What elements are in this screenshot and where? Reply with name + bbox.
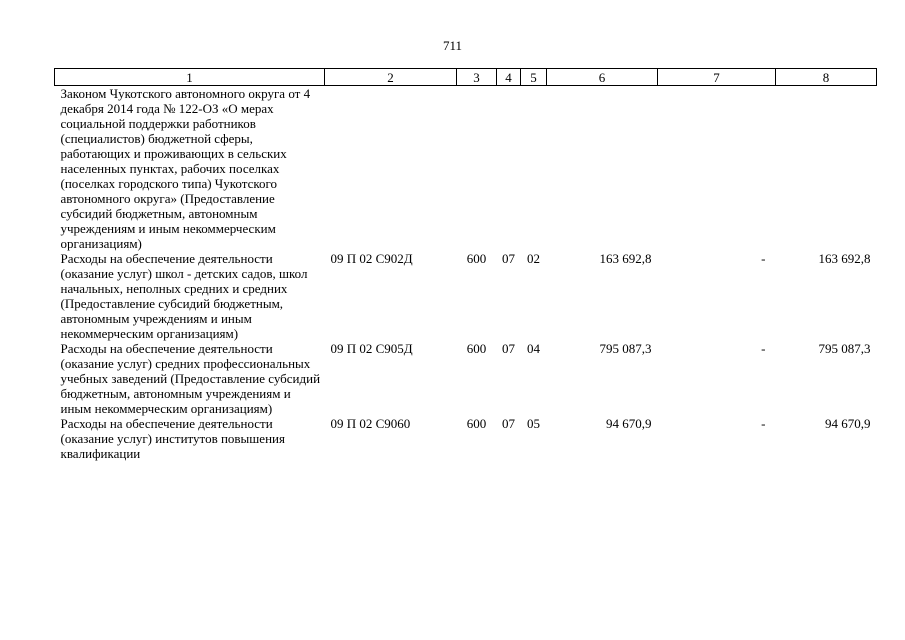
table-row bbox=[55, 86, 877, 252]
page-number: 711 bbox=[442, 38, 463, 53]
row-section: 07 bbox=[502, 416, 515, 431]
header-col-2: 2 bbox=[325, 69, 457, 86]
header-col-6: 6 bbox=[547, 69, 658, 86]
row-amount-8: 795 087,3 bbox=[818, 341, 871, 356]
row-expense-type: 600 bbox=[466, 341, 487, 356]
row-description: Расходы на обеспечение деятельности (оказание услуг) школ - детских садов, школ начальных, неполных средних и средних (Предоставление субсидий бюджетным, автономным учреждениям и иным некоммерческим организациям) bbox=[60, 251, 308, 341]
row-section: 07 bbox=[502, 251, 515, 266]
header-col-3: 3 bbox=[457, 69, 497, 86]
header-col-4: 4 bbox=[497, 69, 521, 86]
row-target-code bbox=[325, 86, 457, 252]
table-row bbox=[55, 341, 877, 416]
row-expense-type bbox=[457, 86, 497, 252]
table-body bbox=[55, 86, 877, 462]
row-description: Законом Чукотского автономного округа от 4 декабря 2014 года № 122-ОЗ «О мерах социальной поддержки работников (специалистов) бюджетной сферы, работающих и проживающих в сельских населенных пунктах, рабочих поселках (поселках городского типа) Чукотского автономного округа» (Предоставление субсидий бюджетным, автономным учреждениям и иным некоммерческим организациям) bbox=[60, 86, 311, 251]
header-col-1: 1 bbox=[55, 69, 325, 86]
row-target-code: 09 П 02 С905Д bbox=[330, 341, 413, 356]
row-amount-7: - bbox=[761, 251, 766, 266]
row-target-code: 09 П 02 С902Д bbox=[330, 251, 413, 266]
row-subsection: 04 bbox=[527, 341, 540, 356]
budget-table bbox=[54, 68, 877, 461]
header-row bbox=[55, 69, 877, 86]
header-col-8: 8 bbox=[776, 69, 877, 86]
row-amount-7: - bbox=[761, 341, 766, 356]
table-row bbox=[55, 251, 877, 341]
row-amount-7: - bbox=[761, 416, 766, 431]
table-header bbox=[55, 69, 877, 86]
row-amount-8: 94 670,9 bbox=[825, 416, 871, 431]
row-subsection: 05 bbox=[527, 416, 540, 431]
row-description: Расходы на обеспечение деятельности (оказание услуг) институтов повышения квалификации bbox=[60, 416, 285, 461]
row-amount-6 bbox=[547, 86, 658, 252]
row-description: Расходы на обеспечение деятельности (оказание услуг) средних профессиональных учебных заведений (Предоставление субсидий бюджетным, автономным учреждениям и иным некоммерческим организациям) bbox=[60, 341, 321, 416]
row-amount-6: 163 692,8 bbox=[599, 251, 652, 266]
row-amount-7 bbox=[658, 86, 776, 252]
row-expense-type: 600 bbox=[466, 416, 487, 431]
row-amount-6: 795 087,3 bbox=[599, 341, 652, 356]
table-row bbox=[55, 416, 877, 461]
row-amount-6: 94 670,9 bbox=[606, 416, 652, 431]
row-section bbox=[497, 86, 521, 252]
row-subsection bbox=[521, 86, 547, 252]
row-subsection: 02 bbox=[527, 251, 540, 266]
row-section: 07 bbox=[502, 341, 515, 356]
row-target-code: 09 П 02 С9060 bbox=[330, 416, 411, 431]
row-expense-type: 600 bbox=[466, 251, 487, 266]
header-col-5: 5 bbox=[521, 69, 547, 86]
header-col-7: 7 bbox=[658, 69, 776, 86]
row-amount-8 bbox=[776, 86, 877, 252]
row-amount-8: 163 692,8 bbox=[818, 251, 871, 266]
